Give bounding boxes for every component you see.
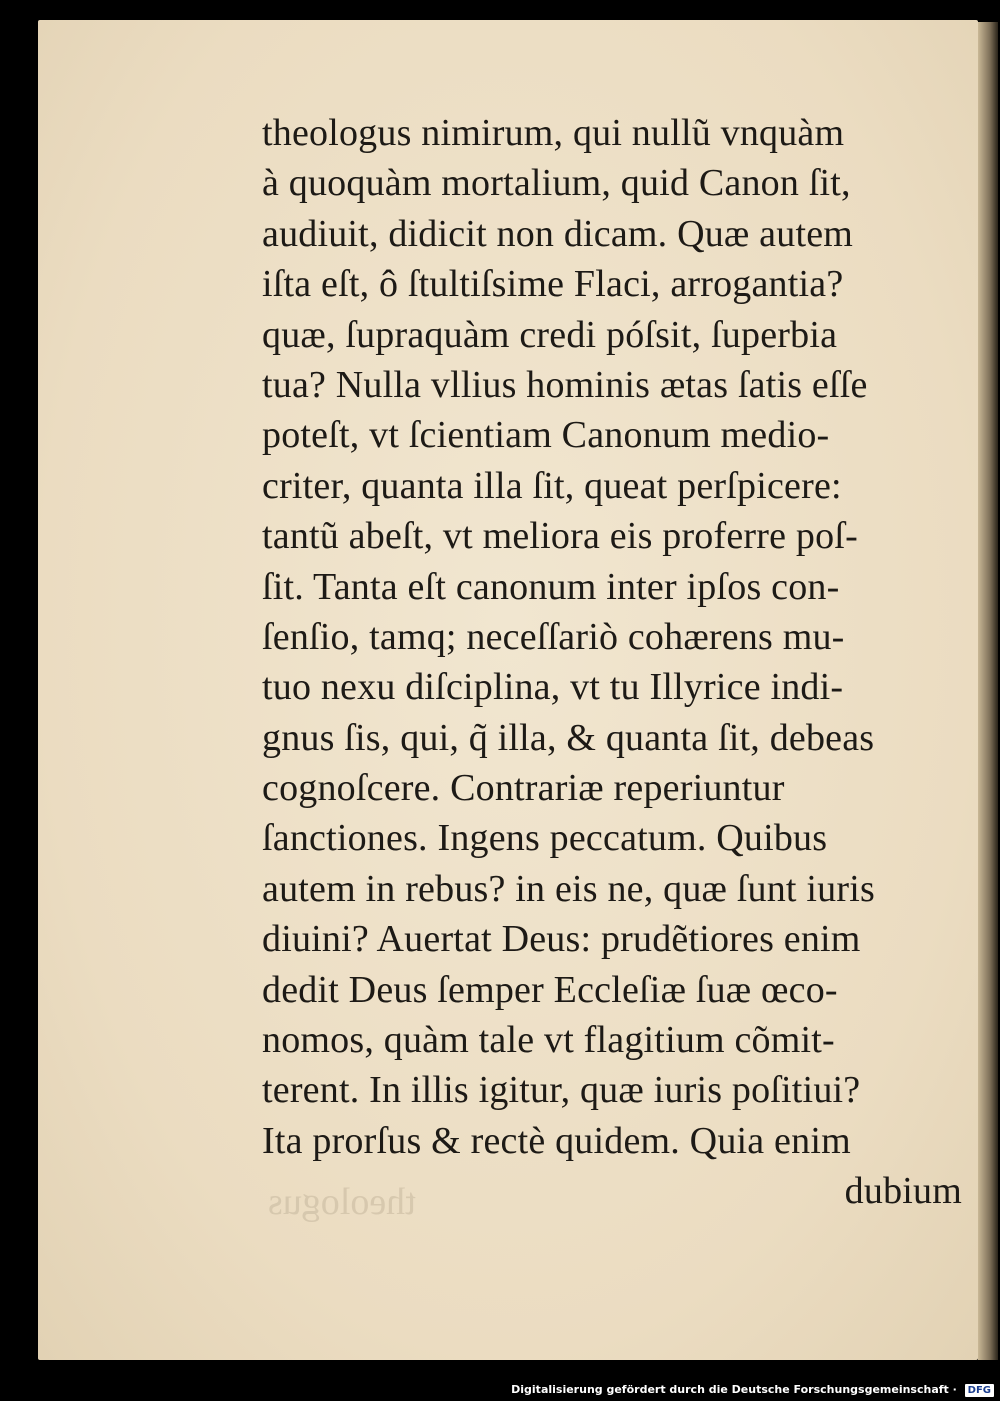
text-line: audiuit, didicit non dicam. Quæ autem (262, 212, 854, 255)
body-text (262, 108, 962, 1217)
text-line: dedit Deus ſemper Eccleſiæ ſuæ œco- (262, 968, 838, 1011)
text-line: gnus ſis, qui, q̃ illa, & quanta ſit, debeas (262, 716, 875, 759)
dfg-logo: DFG (965, 1384, 994, 1397)
text-line: iſta eſt, ô ſtultiſsime Flaci, arrogantia? (262, 263, 844, 306)
text-line: terent. In illis igitur, quæ iuris poſitiui? (262, 1069, 861, 1112)
text-line: tantũ abeſt, vt meliora eis proferre poſ- (262, 515, 858, 558)
credit-text: Digitalisierung gefördert durch die Deutsche Forschungsgemeinschaft (511, 1383, 949, 1396)
text-line: Ita prorſus & rectè quidem. Quia enim (262, 1119, 851, 1162)
text-line: ſenſio, tamq; neceſſariò cohærens mu- (262, 615, 845, 658)
book-edge-shadow (978, 22, 998, 1360)
text-line: autem in rebus? in eis ne, quæ ſunt iuris (262, 867, 875, 910)
text-line: theologus nimirum, qui nullũ vnquàm (262, 112, 845, 154)
text-line: poteſt, vt ſcientiam Canonum medio- (262, 414, 830, 457)
show-through-text: theologus (268, 1181, 416, 1223)
text-line: quæ, ſupraquàm credi póſsit, ſuperbia (262, 313, 838, 356)
text-line: ſanctiones. Ingens peccatum. Quibus (262, 817, 828, 860)
text-line: tua? Nulla vllius hominis ætas ſatis eſſe (262, 363, 868, 406)
text-line: nomos, quàm tale vt flagitium cõmit- (262, 1019, 835, 1062)
text-line: à quoquàm mortalium, quid Canon ſit, (262, 162, 851, 205)
catchword: dubium (844, 1170, 962, 1213)
text-line: ſit. Tanta eſt canonum inter ipſos con- (262, 565, 840, 608)
text-line: cognoſcere. Contrariæ reperiuntur (262, 767, 785, 810)
text-line: diuini? Auertat Deus: prudẽtiores enim (262, 918, 861, 961)
text-line: tuo nexu diſciplina, vt tu Illyrice indi- (262, 666, 844, 709)
digitization-credit: Digitalisierung gefördert durch die Deutsche Forschungsgemeinschaft · DFG (0, 1383, 994, 1397)
text-line: criter, quanta illa ſit, queat perſpicere: (262, 464, 842, 507)
